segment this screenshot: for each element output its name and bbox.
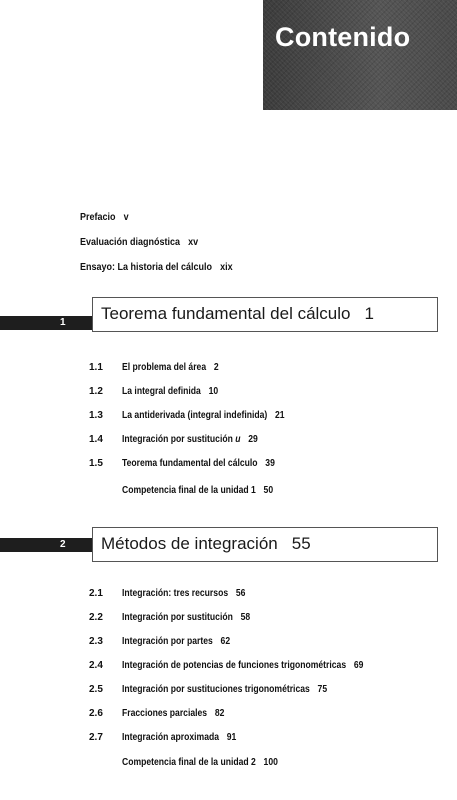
section-title: Integración de potencias de funciones trigonométricas	[122, 660, 347, 671]
section-title: Integración por partes	[122, 636, 213, 647]
toc-section-entry[interactable]	[122, 684, 327, 695]
unit-heading[interactable]	[92, 527, 438, 562]
section-number: 2.5	[89, 684, 103, 695]
section-title: El problema del área	[122, 362, 207, 373]
section-number: 1.1	[89, 362, 103, 373]
section-title: Integración por sustituciones trigonométricas	[122, 684, 310, 695]
section-page: 82	[214, 708, 225, 719]
section-page: 56	[235, 588, 246, 599]
toc-section-entry[interactable]	[122, 588, 245, 599]
unit-number-bar	[0, 538, 92, 552]
unit-title-row	[101, 304, 374, 324]
section-number: 2.2	[89, 612, 103, 623]
toc-section-entry[interactable]	[122, 660, 363, 671]
toc-entry-evaluacion[interactable]	[80, 237, 198, 248]
section-title: Teorema fundamental del cálculo	[122, 458, 258, 469]
toc-section-entry[interactable]	[122, 636, 230, 647]
toc-section-entry[interactable]	[122, 434, 258, 445]
toc-entry-title: Ensayo: La historia del cálculo	[80, 262, 213, 273]
section-page: 69	[353, 660, 364, 671]
toc-entry-ensayo[interactable]	[80, 262, 233, 273]
toc-section-entry[interactable]	[122, 732, 236, 743]
section-title-variable: u	[235, 434, 241, 445]
section-number: 1.2	[89, 386, 103, 397]
toc-entry-page: v	[123, 212, 129, 223]
section-page: 21	[275, 410, 285, 421]
section-title: Integración por sustitución	[122, 612, 233, 623]
section-number: 1.4	[89, 434, 103, 445]
unit-title: Teorema fundamental del cálculo	[101, 304, 351, 323]
section-page: 10	[208, 386, 219, 397]
unit-heading[interactable]	[92, 297, 438, 332]
toc-section-entry[interactable]	[122, 612, 250, 623]
toc-entry-prefacio[interactable]	[80, 212, 129, 223]
section-number: 1.3	[89, 410, 103, 421]
unit-title-row	[101, 534, 311, 554]
section-title: La integral definida	[122, 386, 201, 397]
toc-section-entry[interactable]	[122, 410, 285, 421]
toc-entry-page: xv	[188, 237, 199, 248]
section-page: 29	[248, 434, 258, 445]
toc-section-entry[interactable]	[122, 362, 219, 373]
section-number: 1.5	[89, 458, 103, 469]
section-page: 2	[213, 362, 219, 373]
toc-unit-competency-entry[interactable]	[122, 757, 278, 768]
unit-number: 1	[60, 317, 66, 328]
toc-unit-competency-entry[interactable]	[122, 485, 273, 496]
toc-entry-title: Evaluación diagnóstica	[80, 237, 181, 248]
section-title: Integración: tres recursos	[122, 588, 229, 599]
section-page: 91	[226, 732, 237, 743]
section-page: 50	[263, 485, 274, 496]
section-page: 62	[220, 636, 231, 647]
section-title: Integración aproximada	[122, 732, 220, 743]
header-banner	[263, 0, 457, 110]
section-number: 2.7	[89, 732, 103, 743]
unit-number: 2	[60, 539, 66, 550]
section-title: Fracciones parciales	[122, 708, 208, 719]
section-title: La antiderivada (integral indefinida)	[122, 410, 268, 421]
unit-number-bar	[0, 316, 92, 330]
section-title: Competencia final de la unidad 2	[122, 757, 256, 768]
section-number: 2.4	[89, 660, 103, 671]
toc-section-entry[interactable]	[122, 708, 224, 719]
section-number: 2.3	[89, 636, 103, 647]
unit-title: Métodos de integración	[101, 534, 278, 553]
section-title: Integración por sustitución	[122, 434, 233, 445]
toc-section-entry[interactable]	[122, 458, 275, 469]
section-page: 75	[317, 684, 328, 695]
toc-section-entry[interactable]	[122, 386, 218, 397]
unit-page: 55	[291, 534, 311, 553]
unit-page: 1	[364, 304, 374, 323]
section-page: 58	[240, 612, 251, 623]
page-title: Contenido	[275, 22, 411, 52]
toc-entry-title: Prefacio	[80, 212, 116, 223]
section-number: 2.6	[89, 708, 103, 719]
section-page: 39	[265, 458, 275, 469]
section-number: 2.1	[89, 588, 103, 599]
toc-entry-page: xix	[220, 262, 233, 273]
section-title: Competencia final de la unidad 1	[122, 485, 256, 496]
section-page: 100	[263, 757, 278, 768]
